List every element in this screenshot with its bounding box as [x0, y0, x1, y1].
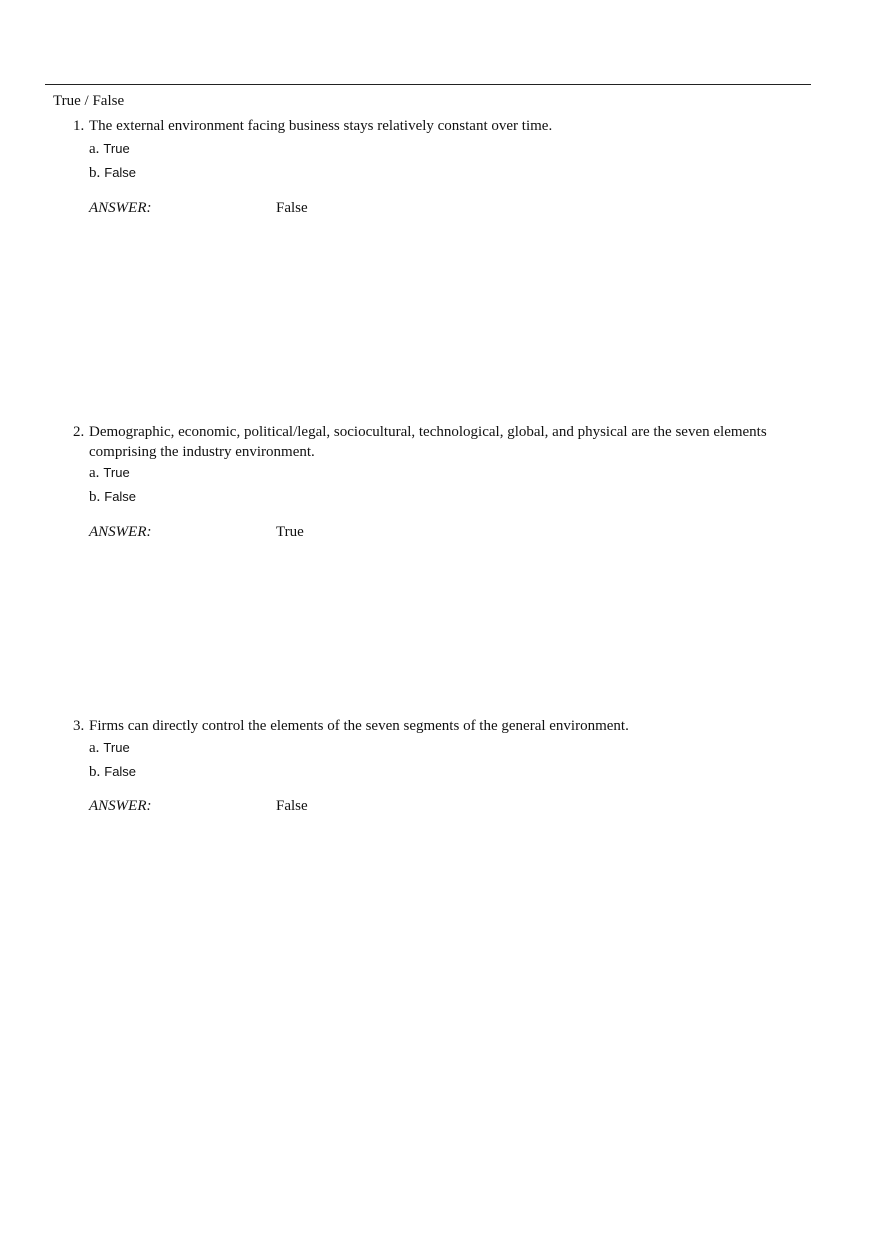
header-rule: [45, 84, 811, 85]
option-a: [89, 464, 130, 482]
question-number: 1.: [73, 118, 85, 134]
section-title: True / False: [53, 93, 125, 109]
option-text: True: [103, 465, 130, 480]
answer-value: False: [276, 798, 308, 814]
option-b: [89, 488, 136, 506]
option-letter: b.: [89, 165, 101, 181]
option-a: [89, 140, 130, 158]
option-letter: a.: [89, 740, 100, 756]
option-b: [89, 164, 136, 182]
option-letter: b.: [89, 489, 101, 505]
option-text: False: [104, 764, 137, 779]
option-text: True: [103, 141, 130, 156]
answer-value: False: [276, 200, 308, 216]
answer-label: ANSWER:: [89, 798, 152, 814]
question-number: 2.: [73, 424, 85, 440]
option-text: False: [104, 489, 137, 504]
question-text: Firms can directly control the elements of the seven segments of the general environment.: [89, 718, 629, 734]
option-letter: a.: [89, 141, 100, 157]
option-a: [89, 739, 130, 757]
option-text: False: [104, 165, 137, 180]
question-number: 3.: [73, 718, 85, 734]
option-text: True: [103, 740, 130, 755]
answer-label: ANSWER:: [89, 524, 152, 540]
option-b: [89, 763, 136, 781]
option-letter: a.: [89, 465, 100, 481]
option-letter: b.: [89, 764, 101, 780]
answer-label: ANSWER:: [89, 200, 152, 216]
question-text: The external environment facing business stays relatively constant over time.: [89, 118, 553, 134]
question-text: Demographic, economic, political/legal, sociocultural, technological, global, and physical are the seven elements comprising the industry environment.: [89, 424, 767, 460]
answer-value: True: [276, 524, 304, 540]
